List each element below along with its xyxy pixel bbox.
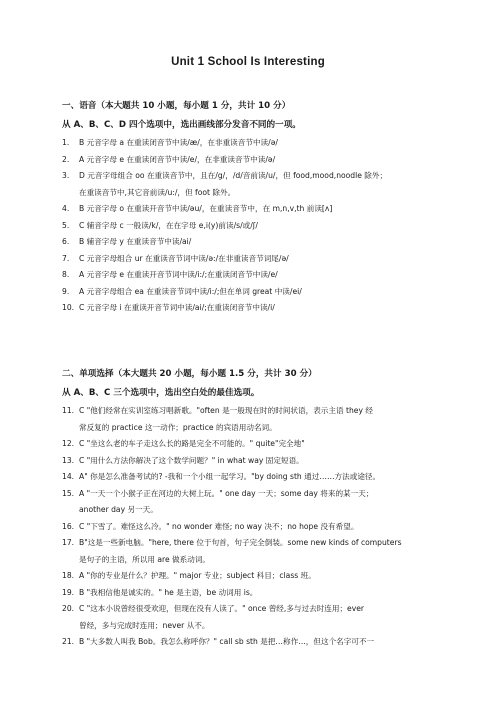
item-number: 19. (62, 587, 75, 597)
item-number: 16. (62, 521, 75, 531)
item-text: C 元音字母组合 ur 在重读音节词中读/ə:/在非重读音节词尾/ə/ (79, 253, 289, 263)
item-number: 7. (62, 253, 70, 263)
item-number: 3. (62, 171, 70, 180)
item-text: C "用什么方法你解决了这个数学问题？" in what way 固定短语。 (79, 455, 304, 465)
answer-item (62, 601, 442, 634)
item-text-continued: 曾经，多与完成时连用；never 从不。 (79, 620, 210, 630)
item-text: A "一天一个小猴子正在河边的大树上玩。" one day 一天；some day 将来的某一天； (79, 488, 374, 498)
answer-item (62, 234, 442, 251)
item-number: 9. (62, 286, 70, 296)
item-text: B 元音字母 a 在重读闭音节中读/æ/，在非重读音节中读/ə/ (79, 138, 278, 147)
item-text-continued: 在重读音节中,其它音前读/u:/，但 foot 除外。 (79, 187, 236, 197)
item-text: A "你的专业是什么？护理。" major 专业；subject 科目；class 班。 (79, 571, 316, 580)
item-text-continued: 是句子的主语，所以用 are 做系动词。 (79, 554, 211, 564)
answer-item (62, 201, 442, 218)
item-number: 2. (62, 154, 70, 164)
item-number: 5. (62, 220, 70, 230)
answer-item (62, 634, 442, 651)
section2-instruction: 从 A、B、C 三个选项中，选出空白处的最佳选项。 (62, 388, 260, 398)
item-text: C 元音字母 i 在重读开音节词中读/ai/;在重读闭音节中读/i/ (79, 303, 275, 312)
item-text: B "我相信他是诚实的。" he 是主语，be 动词用 is。 (79, 587, 258, 597)
item-text: C 辅音字母 c 一般读/k/，在在字母 e,i(y)前读/s/或/ʃ/ (79, 220, 258, 230)
item-text: A 元音字母 e 在重读开音节词中读/i:/;在重读闭音节中读/e/ (79, 270, 278, 279)
item-text: B 辅音字母 y 在重读音节中读/ai/ (79, 237, 192, 246)
answer-item (62, 300, 442, 317)
item-number: 1. (62, 138, 70, 147)
item-number: 13. (62, 455, 75, 465)
answer-item (62, 568, 442, 585)
item-number: 18. (62, 571, 75, 580)
item-number: 15. (62, 488, 75, 498)
answer-item (62, 453, 442, 470)
item-number: 10. (62, 303, 75, 312)
item-number: 12. (62, 439, 75, 448)
item-number: 6. (62, 237, 70, 246)
item-number: 17. (62, 538, 75, 547)
item-text: B"这是一些新电脑。"here, there 位于句首，句子完全倒装。some new kinds of computers (79, 538, 402, 547)
item-text: D 元音字母组合 oo 在重读音节中，且在/g/，/d/音前读/u/，但 food,mood,noodle 除外； (79, 171, 388, 180)
section1-instruction: 从 A、B、C、D 四个选项中，选出画线部分发音不同的一项。 (62, 120, 301, 130)
answer-item (62, 436, 442, 453)
section2-items (62, 403, 442, 651)
item-text: C "他们经常在实训室练习唱新歌。"often 是一般现在时的时间状语，表示主语 they 经 (79, 406, 373, 415)
answer-item (62, 519, 442, 536)
answer-item (62, 168, 442, 201)
answer-item (62, 535, 442, 568)
section1-heading: 一、语音（本大题共 10 小题，每小题 1 分，共计 10 分） (62, 101, 291, 111)
item-number: 14. (62, 472, 75, 481)
answer-item (62, 135, 442, 152)
answer-item (62, 469, 442, 486)
answer-item (62, 486, 442, 519)
answer-item (62, 218, 442, 235)
item-number: 20. (62, 604, 75, 613)
item-text: C "下雪了。难怪这么冷。" no wonder 难怪; no way 决不；no hope 没有希望。 (79, 521, 359, 531)
section2-heading: 二、单项选择（本大题共 20 小题，每小题 1.5 分，共计 30 分） (62, 369, 317, 379)
item-text: C "这本小说曾经很受欢迎，但现在没有人读了。" once 曾经,多与过去时连用；ever (79, 604, 365, 613)
answer-item (62, 284, 442, 301)
page-title: Unit 1 School Is Interesting (171, 56, 325, 68)
item-number: 4. (62, 204, 70, 213)
item-text: B 元音字母 o 在重读开音节中读/əu/，在重读音节中，在 m,n,v,th 前读[ʌ] (79, 204, 333, 213)
answer-item (62, 251, 442, 268)
item-number: 21. (62, 637, 75, 646)
section1-items (62, 135, 442, 317)
item-text: A 元音字母组合 ea 在重读音节词中读/i:/;但在单词 great 中读/ei/ (79, 286, 302, 296)
item-text: A" 你是怎么准备考试的? -我和一个小组一起学习。"by doing sth 通过……方法或途径。 (79, 472, 381, 481)
item-text: A 元音字母 e 在重读闭音节中读/e/，在非重读音节中读/ə/ (79, 154, 276, 164)
answer-item (62, 152, 442, 169)
item-text: C "坐这么老的车子走这么长的路是完全不可能的。" quite"完全地" (79, 439, 305, 448)
item-text-continued: 常反复的 practice 这一动作；practice 的宾语用动名词。 (79, 422, 277, 432)
answer-item (62, 267, 442, 284)
item-number: 11. (62, 406, 75, 415)
item-text-continued: another day 另一天。 (79, 505, 158, 514)
item-text: B "大多数人叫我 Bob。我怎么称呼你？" call sb sth 是把…称作…，但这个名字可不一 (79, 637, 375, 646)
answer-item (62, 403, 442, 436)
answer-item (62, 585, 442, 602)
item-number: 8. (62, 270, 70, 279)
